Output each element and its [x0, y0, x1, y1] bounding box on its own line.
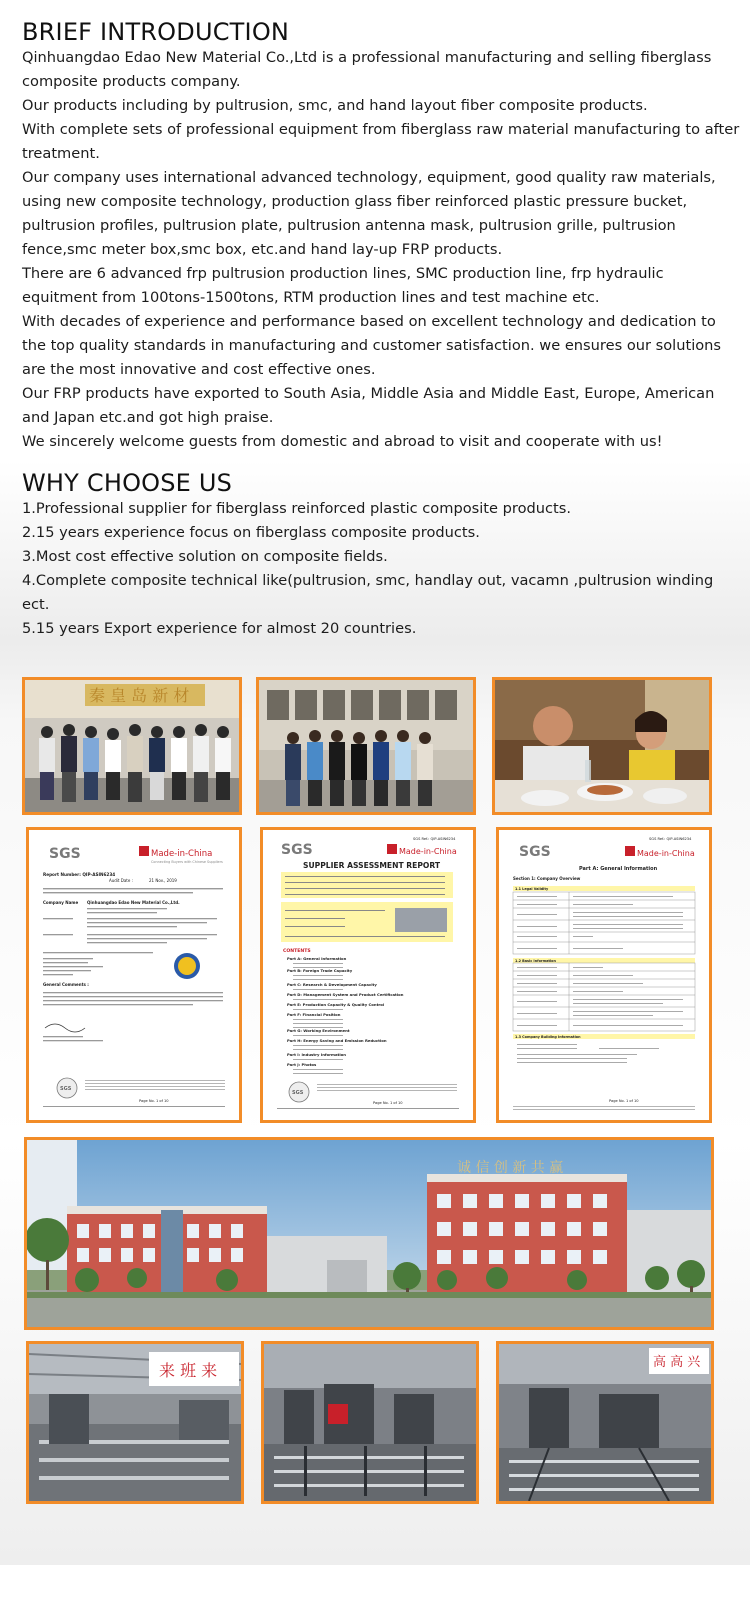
brief-paragraph: Our products including by pultrusion, smc, and hand layout fiber composite products.	[22, 97, 648, 114]
report-number: SGS Ref.: QIP-ASIN6234	[413, 837, 456, 841]
page-number: Page No. 1 of 10	[373, 1101, 403, 1105]
brief-paragraph: Qinhuangdao Edao New Material Co.,Ltd is a professional manufacturing and selling fiberglass composite products company.	[22, 49, 712, 90]
contents-item: Part F: Financial Position	[287, 1012, 341, 1017]
intro-section	[0, 0, 750, 641]
report-section: Section 1: Company Overview	[513, 876, 581, 881]
sgs-logo: SGS	[281, 842, 313, 858]
contents-item: Part G: Working Environment	[287, 1028, 350, 1033]
company-building-heading: 1.3 Company Building Information	[515, 1035, 581, 1039]
workshop-photo-1	[26, 1341, 244, 1504]
legal-validity-heading: 1.1 Legal Validity	[515, 887, 549, 891]
report-number: SGS Ref.: QIP-ASIN6234	[649, 837, 692, 841]
sgs-certificate-1	[26, 827, 242, 1123]
made-in-china-logo: Made-in-China	[637, 849, 695, 858]
basic-information-heading: 1.2 Basic Information	[515, 959, 556, 963]
report-title: SUPPLIER ASSESSMENT REPORT	[303, 861, 441, 870]
contents-item: Part C: Research & Development Capacity	[287, 982, 377, 987]
page-number: Page No. 1 of 10	[139, 1099, 169, 1103]
made-in-china-tagline: Connecting Buyers with Chinese Suppliers	[151, 860, 223, 864]
dinner-with-clients-photo	[492, 677, 712, 815]
workshop-banner: 来 班 来	[159, 1361, 218, 1380]
brief-paragraph: Our company uses international advanced technology, equipment, good quality raw materials, using new composite technology, production glass fiber reinforced plastic pressure bucket, pultrusion profiles, pultrusion plate, pultrusion antenna mask, pultrusion grille, pultrusion fence,smc meter box,smc box, etc.and hand lay-up FRP products.	[22, 169, 716, 258]
workshop-banner: 高 高 兴	[653, 1355, 701, 1370]
made-in-china-logo: Made-in-China	[399, 847, 457, 856]
factory-building-photo	[24, 1137, 714, 1330]
brief-introduction-text	[22, 46, 742, 454]
audit-date-label: Audit Date :	[109, 878, 133, 883]
why-item: 2.15 years experience focus on fiberglass composite products.	[22, 524, 480, 541]
why-item: 4.Complete composite technical like(pultrusion, smc, handlay out, vacamn ,pultrusion winding ect.	[22, 572, 714, 613]
workshop-photo-2	[261, 1341, 479, 1504]
brief-paragraph: With decades of experience and performance based on excellent technology and dedication to the top quality standards in manufacturing and customer satisfaction. we ensures our solutions are the most innovative and cost effective ones.	[22, 313, 722, 378]
contents-heading: CONTENTS	[283, 949, 311, 954]
contents-item: Part J: Photos	[287, 1062, 317, 1067]
report-number: Report Number: QIP-ASIN6234	[43, 872, 116, 877]
brief-paragraph: We sincerely welcome guests from domestic and abroad to visit and cooperate with us!	[22, 433, 663, 450]
brief-paragraph: Our FRP products have exported to South Asia, Middle Asia and Middle East, Europe, American and Japan etc.and got high praise.	[22, 385, 715, 426]
why-item: 1.Professional supplier for fiberglass reinforced plastic composite products.	[22, 500, 572, 517]
workshop-photo-3	[496, 1341, 714, 1504]
why-choose-us-list	[22, 497, 742, 641]
brief-paragraph: There are 6 advanced frp pultrusion production lines, SMC production line, frp hydraulic equitment from 100tons-1500tons, RTM production lines and test machine etc.	[22, 265, 664, 306]
company-name: Qinhuangdao Edao New Material Co.,Ltd.	[87, 900, 180, 905]
sgs-logo: SGS	[519, 844, 551, 860]
brief-paragraph: With complete sets of professional equipment from fiberglass raw material manufacturing to after treatment.	[22, 121, 740, 162]
why-item: 3.Most cost effective solution on composite fields.	[22, 548, 388, 565]
sgs-supplier-assessment-report	[260, 827, 476, 1123]
sgs-logo: SGS	[49, 846, 81, 862]
why-choose-us-heading: WHY CHOOSE US	[22, 469, 233, 497]
contents-item: Part H: Energy Saving and Emission Reduction	[287, 1038, 387, 1043]
general-comments: General Comments :	[43, 982, 89, 987]
sgs-general-information-report	[496, 827, 712, 1123]
brief-introduction-heading: BRIEF INTRODUCTION	[22, 18, 290, 46]
made-in-china-logo: Made-in-China	[151, 849, 213, 859]
company-name-label: Company Name	[43, 900, 79, 905]
contents-item: Part A: General Information	[287, 956, 347, 961]
building-sign: 诚 信 创 新 共 赢	[457, 1160, 564, 1176]
report-title: Part A: General Information	[579, 866, 658, 872]
visitors-group-photo-2	[256, 677, 476, 815]
page-number: Page No. 1 of 10	[609, 1099, 639, 1103]
why-item: 5.15 years Export experience for almost 20 countries.	[22, 620, 417, 637]
contents-item: Part I: Industry Information	[287, 1052, 346, 1057]
svg-text:秦 皇 岛 新 材: 秦 皇 岛 新 材	[89, 686, 190, 705]
visitors-group-photo-1	[22, 677, 242, 815]
audit-date: 21 Nov., 2019	[149, 878, 177, 883]
svg-text:SGS: SGS	[60, 1086, 72, 1092]
contents-item: Part E: Production Capacity & Quality Control	[287, 1002, 385, 1007]
contents-item: Part B: Foreign Trade Capacity	[287, 968, 353, 973]
contents-item: Part D: Management System and Product Certification	[287, 992, 404, 997]
svg-text:SGS: SGS	[292, 1090, 304, 1096]
footer-band	[0, 1565, 750, 1607]
